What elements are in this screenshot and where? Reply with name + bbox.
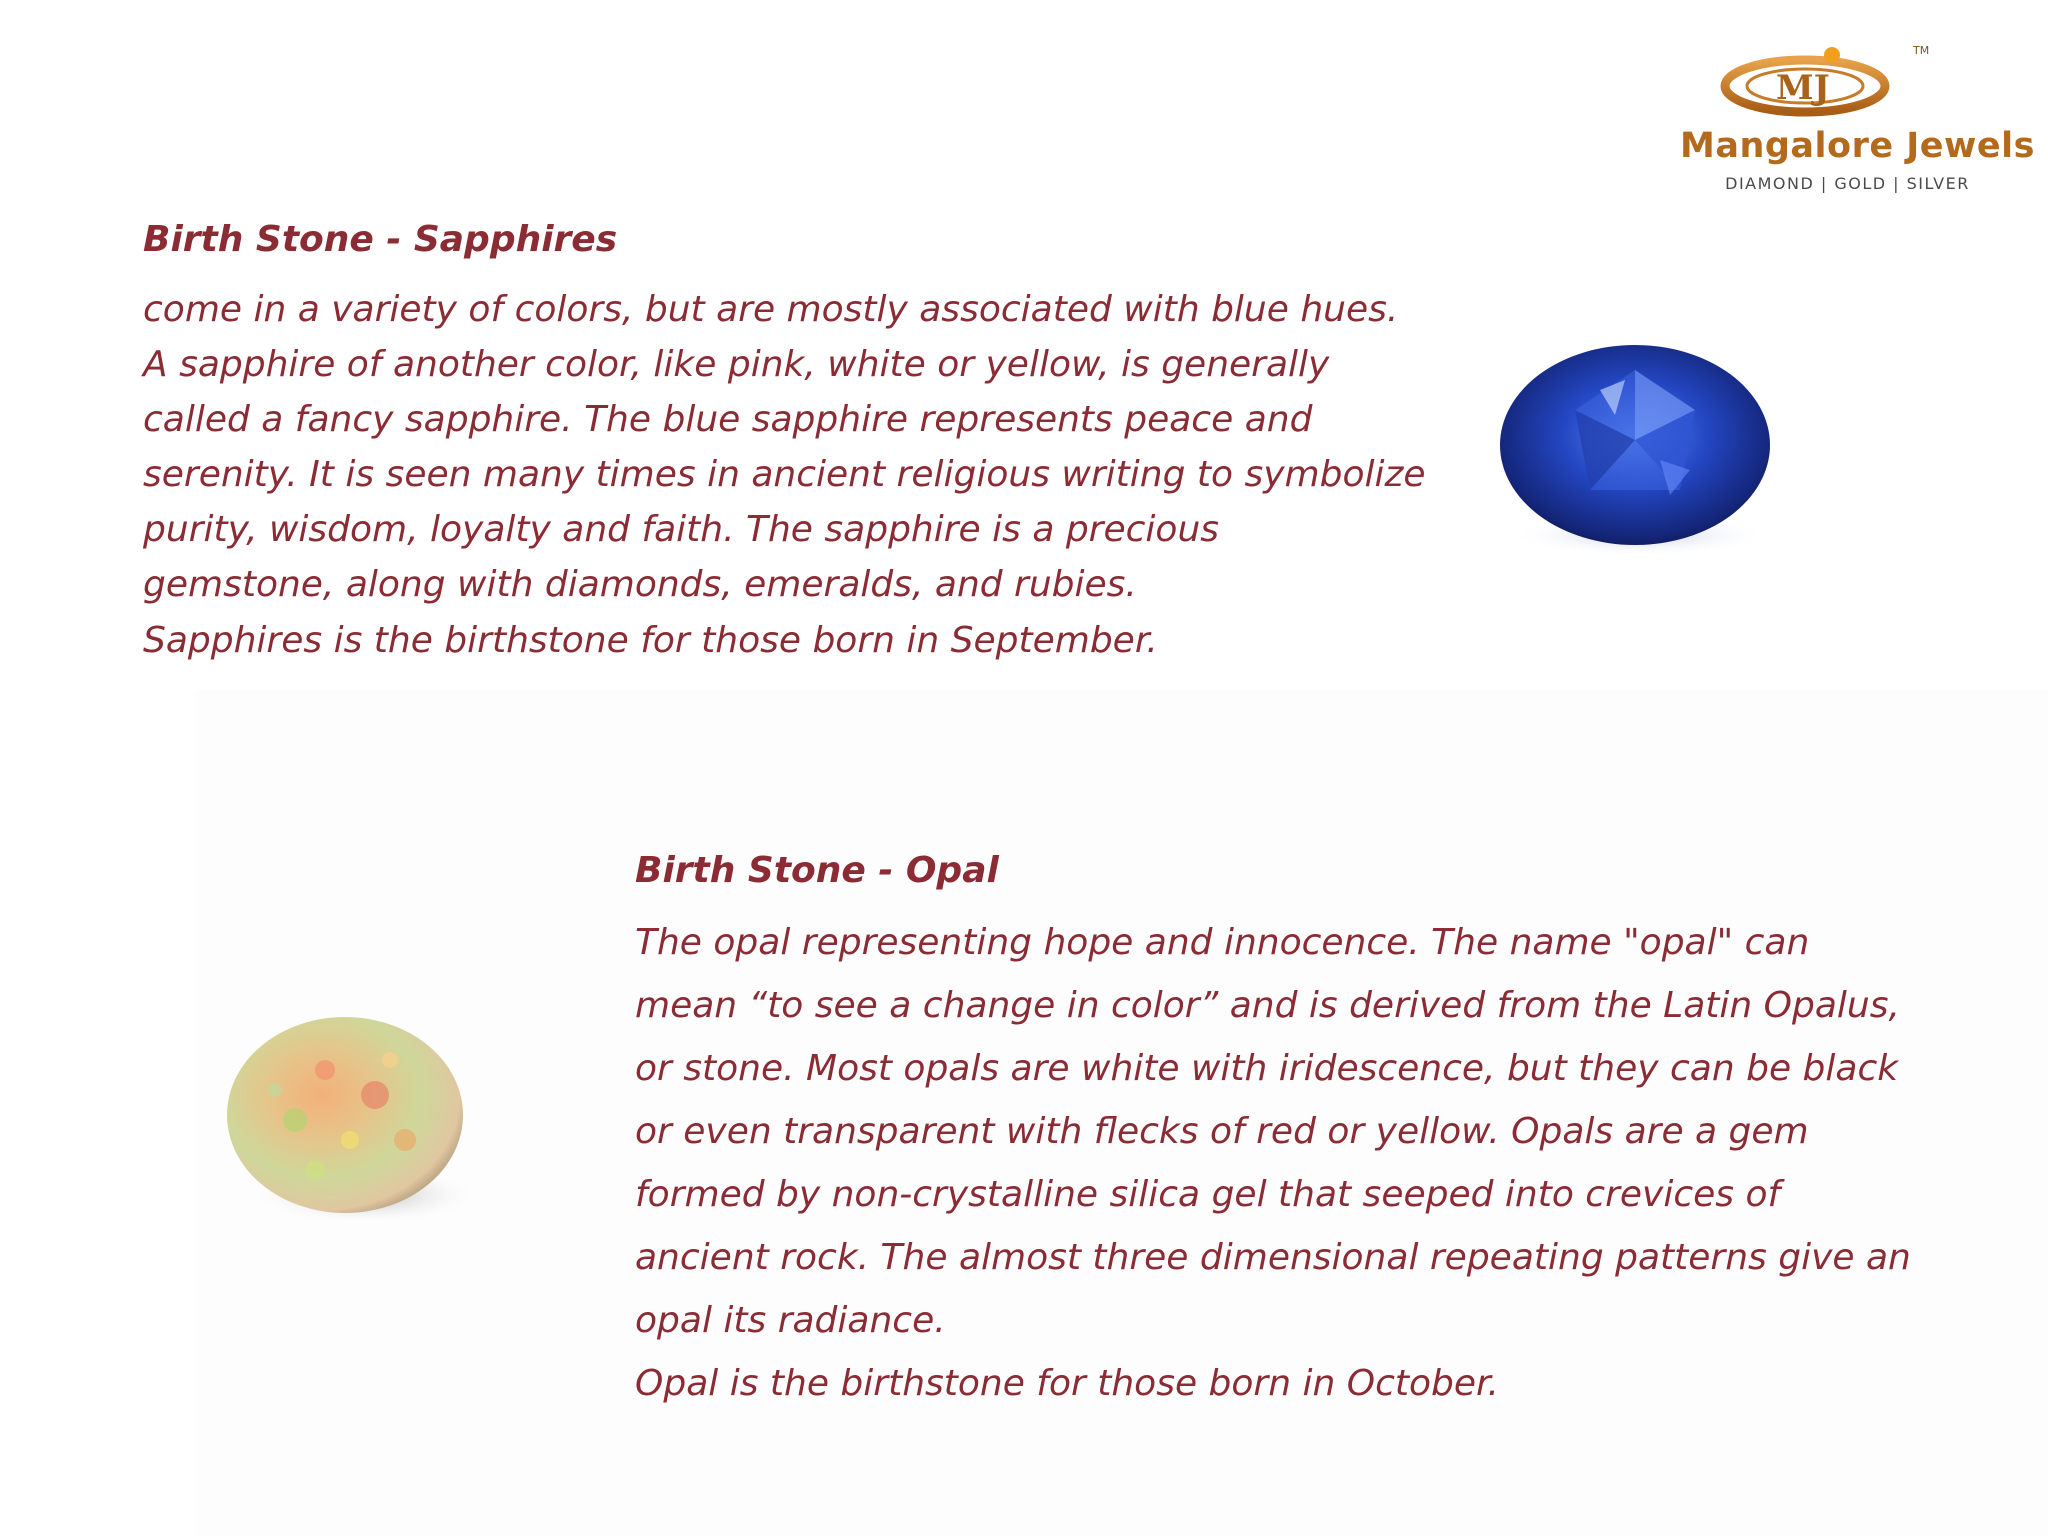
sapphire-description xyxy=(143,282,1426,612)
logo-trademark: TM xyxy=(1913,44,1930,57)
sapphire-line: come in a variety of colors, but are mostly associated with blue hues. xyxy=(143,289,1399,330)
opal-gem-image xyxy=(215,1000,485,1240)
opal-title: Birth Stone - Opal xyxy=(635,850,999,891)
opal-line: mean “to see a change in color” and is derived from the Latin Opalus, xyxy=(635,985,1900,1026)
logo-tagline: DIAMOND | GOLD | SILVER xyxy=(1725,174,1970,193)
opal-line: formed by non-crystalline silica gel that seeped into crevices of xyxy=(635,1174,1781,1215)
sapphire-gem-image xyxy=(1490,330,1780,570)
sapphire-line: A sapphire of another color, like pink, white or yellow, is generally xyxy=(143,344,1330,385)
opal-line: ancient rock. The almost three dimensional repeating patterns give an xyxy=(635,1237,1911,1278)
sapphire-line: called a fancy sapphire. The blue sapphire represents peace and xyxy=(143,399,1313,440)
opal-line: or even transparent with flecks of red or yellow. Opals are a gem xyxy=(635,1111,1809,1152)
sapphire-title: Birth Stone - Sapphires xyxy=(143,219,618,260)
sapphire-line: serenity. It is seen many times in ancient religious writing to symbolize xyxy=(143,454,1426,495)
logo-brand-name: Mangalore Jewels xyxy=(1680,126,2035,166)
sapphire-line: gemstone, along with diamonds, emeralds, and rubies. xyxy=(143,564,1137,605)
sapphire-birth-month: Sapphires is the birthstone for those born in September. xyxy=(143,620,1158,661)
opal-birth-month: Opal is the birthstone for those born in October. xyxy=(635,1363,1499,1404)
logo-emblem-icon xyxy=(1680,40,2015,130)
opal-line: opal its radiance. xyxy=(635,1300,946,1341)
opal-description xyxy=(635,911,1911,1415)
opal-line: The opal representing hope and innocence. The name "opal" can xyxy=(635,922,1810,963)
mangalore-jewels-logo xyxy=(1680,40,2035,200)
opal-line: or stone. Most opals are white with iridescence, but they can be black xyxy=(635,1048,1899,1089)
logo-monogram: MJ xyxy=(1776,68,1830,108)
sapphire-line: purity, wisdom, loyalty and faith. The sapphire is a precious xyxy=(143,509,1220,550)
